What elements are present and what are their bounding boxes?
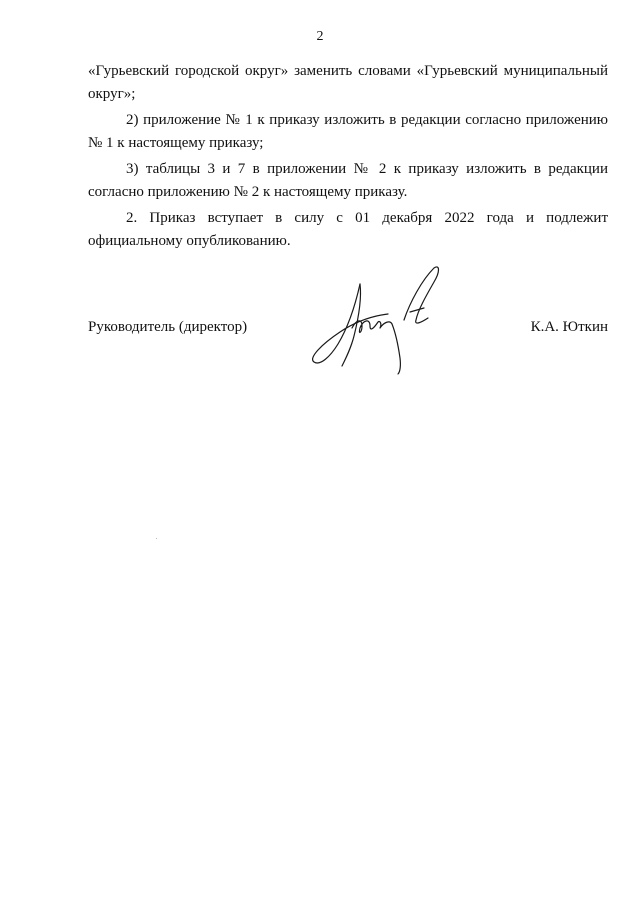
scan-speck [156,538,157,539]
paragraph-tables-appendix-2: 3) таблицы 3 и 7 в приложении № 2 к приказу изложить в редакции согласно приложению № 2 к настоящему приказу. [88,161,608,200]
paragraph-appendix-1: 2) приложение № 1 к приказу изложить в редакции согласно приложению № 1 к настоящему приказу; [88,112,608,151]
signer-position: Руководитель (директор) [88,319,248,335]
page-number: 2 [316,29,324,44]
paragraph-rename-clause: «Гурьевский городской округ» заменить словами «Гурьевский муниципальный округ»; [88,63,608,102]
paragraph-effective-date: 2. Приказ вступает в силу с 01 декабря 2022 года и подлежит официальному опубликованию. [88,210,608,249]
signer-name: К.А. Юткин [530,319,608,335]
handwritten-signature [300,262,470,377]
document-body [88,60,608,256]
